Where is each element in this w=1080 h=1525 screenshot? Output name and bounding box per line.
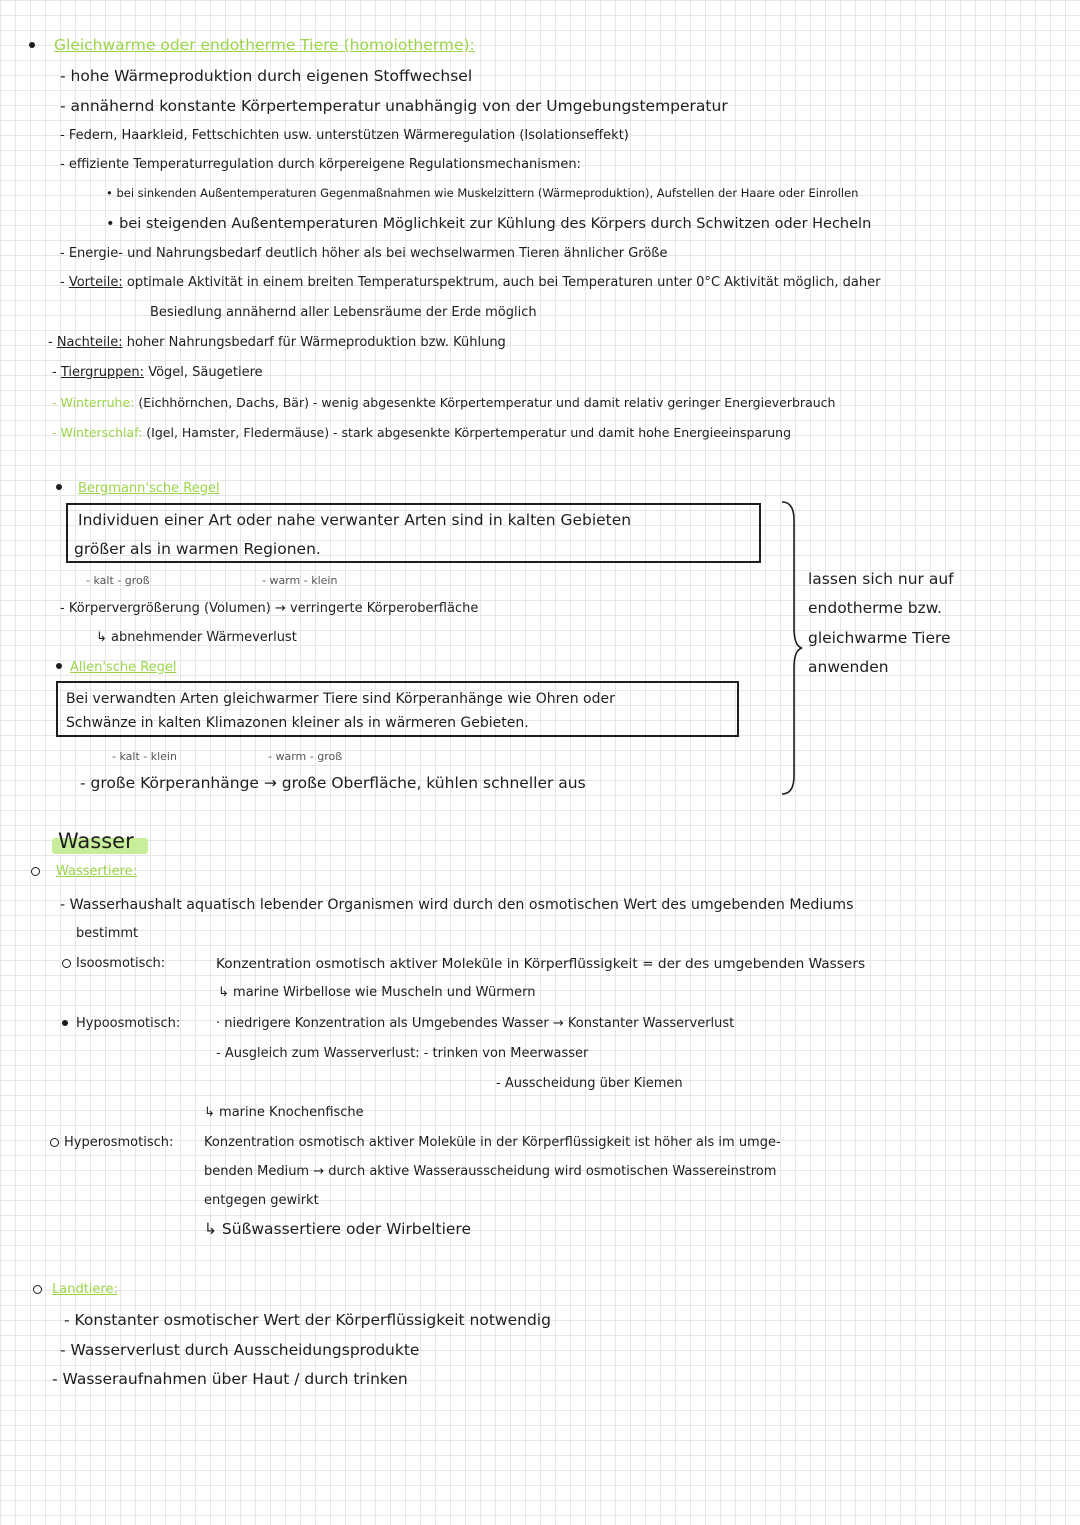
- tiergruppen-label: Tiergruppen:: [60, 365, 145, 380]
- land-line: - Wasserverlust durch Ausscheidungsprodukte: [60, 1341, 420, 1359]
- brace-note: anwenden: [808, 658, 889, 676]
- endo-winterruhe: - Winterruhe: (Eichhörnchen, Dachs, Bär) - wenig abgesenkte Körpertemperatur und damit relativ geringer Energieverbrauch: [52, 395, 836, 410]
- hyper-text: benden Medium → durch aktive Wasserausscheidung wird osmotischen Wassereinstrom: [204, 1164, 777, 1179]
- nachteile-label: Nachteile:: [56, 335, 123, 350]
- endo-tiergruppen: - Tiergruppen: Vögel, Säugetiere: [52, 365, 263, 380]
- iso-example: ↳ marine Wirbellose wie Muscheln und Würmern: [218, 985, 536, 1000]
- winterschlaf-label: Winterschlaf:: [60, 425, 143, 440]
- brace-note: endotherme bzw.: [808, 599, 942, 617]
- allen-heading: Allen'sche Regel: [70, 660, 177, 675]
- bergmann-warm: - warm - klein: [262, 574, 338, 587]
- hyper-text: Konzentration osmotisch aktiver Moleküle in der Körperflüssigkeit ist höher als im umge-: [204, 1135, 781, 1150]
- brace-note: lassen sich nur auf: [808, 570, 954, 588]
- bergmann-rule-text: Individuen einer Art oder nahe verwanter Arten sind in kalten Gebieten: [78, 511, 632, 529]
- vorteile-text: optimale Aktivität in einem breiten Temperaturspektrum, auch bei Temperaturen unter 0°C Aktivität möglich, daher: [126, 275, 881, 290]
- nachteile-text: hoher Nahrungsbedarf für Wärmeproduktion bzw. Kühlung: [126, 335, 506, 350]
- endo-line: - effiziente Temperaturregulation durch körpereigene Regulationsmechanismen:: [60, 157, 581, 172]
- allen-kalt: - kalt - klein: [112, 750, 177, 763]
- wasser-line: - Wasserhaushalt aquatisch lebender Organismen wird durch den osmotischen Wert des umgebenden Mediums: [60, 897, 854, 913]
- allen-rule-text: Bei verwandten Arten gleichwarmer Tiere sind Körperanhänge wie Ohren oder: [66, 691, 615, 707]
- bullet-ring: [50, 1138, 59, 1147]
- bullet-dot: [62, 1020, 68, 1026]
- hypo-text: · niedrigere Konzentration als Umgebendes Wasser → Konstanter Wasserverlust: [216, 1016, 735, 1031]
- bergmann-heading: Bergmann'sche Regel: [78, 481, 220, 496]
- winterruhe-text: (Eichhörnchen, Dachs, Bär) - wenig abgesenkte Körpertemperatur und damit relativ geringer Energieverbrauch: [138, 395, 836, 410]
- endo-winterschlaf: - Winterschlaf: (Igel, Hamster, Fledermäuse) - stark abgesenkte Körpertemperatur und damit hohe Energieeinsparung: [52, 425, 792, 440]
- tiergruppen-text: Vögel, Säugetiere: [148, 365, 263, 380]
- hypo-text: - Ausscheidung über Kiemen: [496, 1076, 683, 1091]
- hypo-example: ↳ marine Knochenfische: [204, 1105, 364, 1120]
- bullet-ring: [31, 867, 40, 876]
- wassertiere-heading: Wassertiere:: [56, 864, 138, 879]
- endo-vorteile: - Vorteile: optimale Aktivität in einem breiten Temperaturspektrum, auch bei Temperaturen unter 0°C Aktivität möglich, daher: [60, 275, 881, 290]
- endo-nachteile: - Nachteile: hoher Nahrungsbedarf für Wärmeproduktion bzw. Kühlung: [48, 335, 506, 350]
- endo-line: - Federn, Haarkleid, Fettschichten usw. unterstützen Wärmeregulation (Isolationseffekt): [60, 128, 629, 143]
- bergmann-line: ↳ abnehmender Wärmeverlust: [96, 630, 297, 645]
- wasser-line: bestimmt: [76, 926, 139, 941]
- endo-subline: • bei steigenden Außentemperaturen Möglichkeit zur Kühlung des Körpers durch Schwitzen oder Hecheln: [106, 216, 872, 232]
- brace-note: gleichwarme Tiere: [808, 629, 951, 647]
- winterschlaf-text: (Igel, Hamster, Fledermäuse) - stark abgesenkte Körpertemperatur und damit hohe Energieeinsparung: [146, 425, 792, 440]
- endo-line: Besiedlung annähernd aller Lebensräume der Erde möglich: [150, 305, 537, 320]
- wasser-title: Wasser: [58, 829, 134, 853]
- iso-label: Isoosmotisch:: [76, 956, 166, 971]
- hyper-text: entgegen gewirkt: [204, 1193, 319, 1208]
- bergmann-line: - Körpervergrößerung (Volumen) → verringerte Körperoberfläche: [60, 601, 479, 616]
- land-line: - Konstanter osmotischer Wert der Körperflüssigkeit notwendig: [64, 1311, 551, 1329]
- winterruhe-label: Winterruhe:: [60, 395, 135, 410]
- bergmann-kalt: - kalt - groß: [86, 574, 150, 587]
- bullet-dot: [56, 663, 62, 669]
- bullet-ring: [33, 1285, 42, 1294]
- bullet-ring: [62, 959, 71, 968]
- bullet-dot: [56, 484, 62, 490]
- land-line: - Wasseraufnahmen über Haut / durch trinken: [52, 1370, 408, 1388]
- iso-text: Konzentration osmotisch aktiver Moleküle in Körperflüssigkeit = der des umgebenden Wassers: [216, 956, 866, 972]
- bullet-dot: [29, 42, 35, 48]
- endo-subline: • bei sinkenden Außentemperaturen Gegenmaßnahmen wie Muskelzittern (Wärmeproduktion), Aufstellen der Haare oder Einrollen: [106, 186, 859, 200]
- endo-line: - annähernd konstante Körpertemperatur unabhängig von der Umgebungstemperatur: [60, 97, 728, 115]
- landtiere-heading: Landtiere:: [52, 1282, 118, 1297]
- curly-brace-icon: [780, 500, 804, 796]
- hypo-text: - Ausgleich zum Wasserverlust: - trinken von Meerwasser: [216, 1046, 589, 1061]
- hyper-label: Hyperosmotisch:: [64, 1135, 174, 1150]
- vorteile-label: Vorteile:: [68, 275, 123, 290]
- hyper-example: ↳ Süßwassertiere oder Wirbeltiere: [204, 1220, 471, 1238]
- endo-line: - hohe Wärmeproduktion durch eigenen Stoffwechsel: [60, 67, 473, 85]
- endo-heading: Gleichwarme oder endotherme Tiere (homoiotherme):: [54, 36, 475, 54]
- allen-warm: - warm - groß: [268, 750, 343, 763]
- allen-rule-text: Schwänze in kalten Klimazonen kleiner als in wärmeren Gebieten.: [66, 715, 529, 731]
- hypo-label: Hypoosmotisch:: [76, 1016, 181, 1031]
- endo-line: - Energie- und Nahrungsbedarf deutlich höher als bei wechselwarmen Tieren ähnlicher Größe: [60, 246, 668, 261]
- bergmann-rule-text: größer als in warmen Regionen.: [74, 540, 321, 558]
- allen-line: - große Körperanhänge → große Oberfläche, kühlen schneller aus: [80, 774, 586, 792]
